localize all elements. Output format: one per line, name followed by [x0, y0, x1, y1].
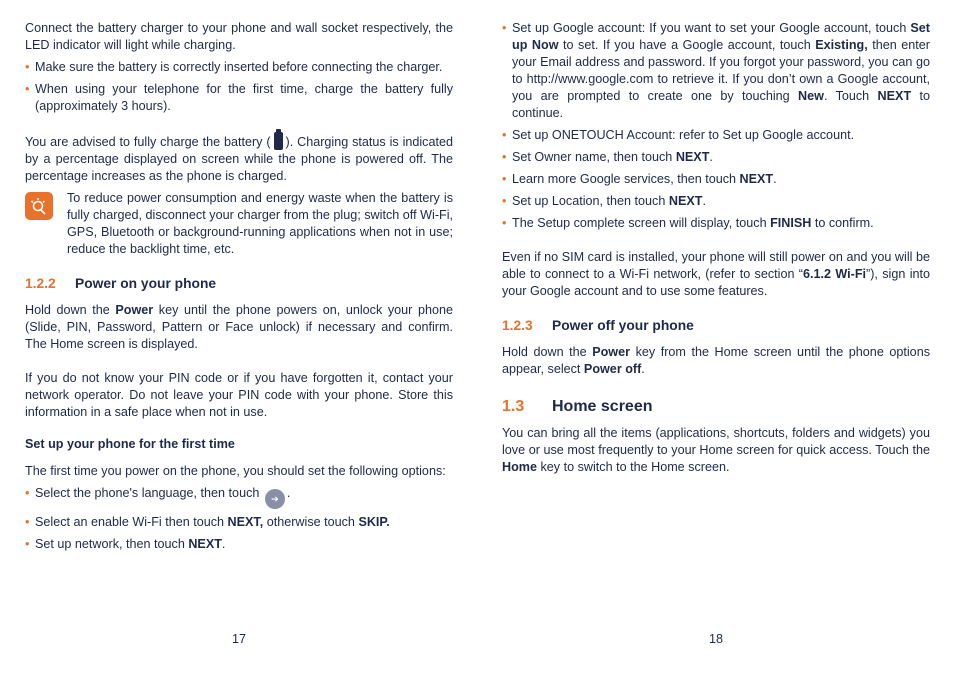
setup-heading: Set up your phone for the first time — [25, 437, 235, 451]
section-heading-power-on: 1.2.2 Power on your phone — [25, 276, 217, 291]
no-sim-text: Even if no SIM card is installed, your phone will still power on and you will be able to connect to a Wi-Fi network, (refer to section “6.1.2 Wi-Fi”), sign into your Google account and to use some features. — [502, 250, 930, 298]
charging-advice: You are advised to fully charge the battery ( ). Charging status is indicated by a percentage displayed on screen while the phone is powered off. The percentage increases as the phone is charged. — [25, 132, 453, 185]
power-on-text: Hold down the Power key until the phone powers on, unlock your phone (Slide, PIN, Password, Pattern or Face unlock) if necessary and confirm. The Home screen is displayed. — [25, 303, 453, 351]
bullet-battery-inserted: • Make sure the battery is correctly inserted before connecting the charger. — [25, 59, 453, 76]
setup-language: • Select the phone's language, then touch ➔ . — [25, 485, 453, 509]
charging-intro: Connect the battery charger to your phone and wall socket respectively, the LED indicator will light while charging. — [25, 21, 453, 52]
setup-wifi: • Select an enable Wi-Fi then touch NEXT, otherwise touch SKIP. — [25, 514, 453, 531]
power-off-text: Hold down the Power key from the Home screen until the phone options appear, select Power off. — [502, 345, 930, 376]
setup-onetouch: • Set up ONETOUCH Account: refer to Set up Google account. — [502, 127, 930, 144]
setup-learn: • Learn more Google services, then touch NEXT. — [502, 171, 930, 188]
battery-icon — [274, 132, 283, 150]
setup-finish: • The Setup complete screen will display, touch FINISH to confirm. — [502, 215, 930, 232]
section-heading-home-screen: 1.3 Home screen — [502, 398, 653, 415]
setup-google: • Set up Google account: If you want to set your Google account, touch Set up Now to set. If you have a Google account, touch Existing, then enter your Email address and password. If you forgot your password, you can go to http://www.google.com to retrieve it. If you don’t own a Google account, you are prompted to create one by touching New. Touch NEXT to continue. — [502, 20, 930, 122]
lightbulb-icon — [25, 192, 53, 220]
home-screen-text: You can bring all the items (applications, shortcuts, folders and widgets) you love or use most frequently to your Home screen for quick access. Touch the Home key to switch to the Home screen. — [502, 426, 930, 474]
setup-location: • Set up Location, then touch NEXT. — [502, 193, 930, 210]
left-page — [25, 20, 453, 553]
page-number-right: 18 — [709, 632, 724, 646]
page-number-left: 17 — [232, 632, 247, 646]
bullet-first-charge: • When using your telephone for the first time, charge the battery fully (approximately 3 hours). — [25, 81, 453, 115]
setup-network: • Set up network, then touch NEXT. — [25, 536, 453, 553]
right-page — [502, 20, 930, 476]
tip-box — [25, 190, 453, 258]
section-heading-power-off: 1.2.3 Power off your phone — [502, 318, 694, 333]
setup-owner: • Set Owner name, then touch NEXT. — [502, 149, 930, 166]
arrow-right-icon[interactable]: ➔ — [265, 489, 285, 509]
tip-text: To reduce power consumption and energy waste when the battery is fully charged, disconnect your charger from the plug; switch off Wi-Fi, GPS, Bluetooth or background-running applications when not in use; reduce the backlight time, etc. — [67, 191, 453, 256]
setup-intro: The first time you power on the phone, you should set the following options: — [25, 464, 446, 478]
pin-text: If you do not know your PIN code or if you have forgotten it, contact your network operator. Do not leave your PIN code with your phone. Store this information in a safe place when not in use. — [25, 371, 453, 419]
